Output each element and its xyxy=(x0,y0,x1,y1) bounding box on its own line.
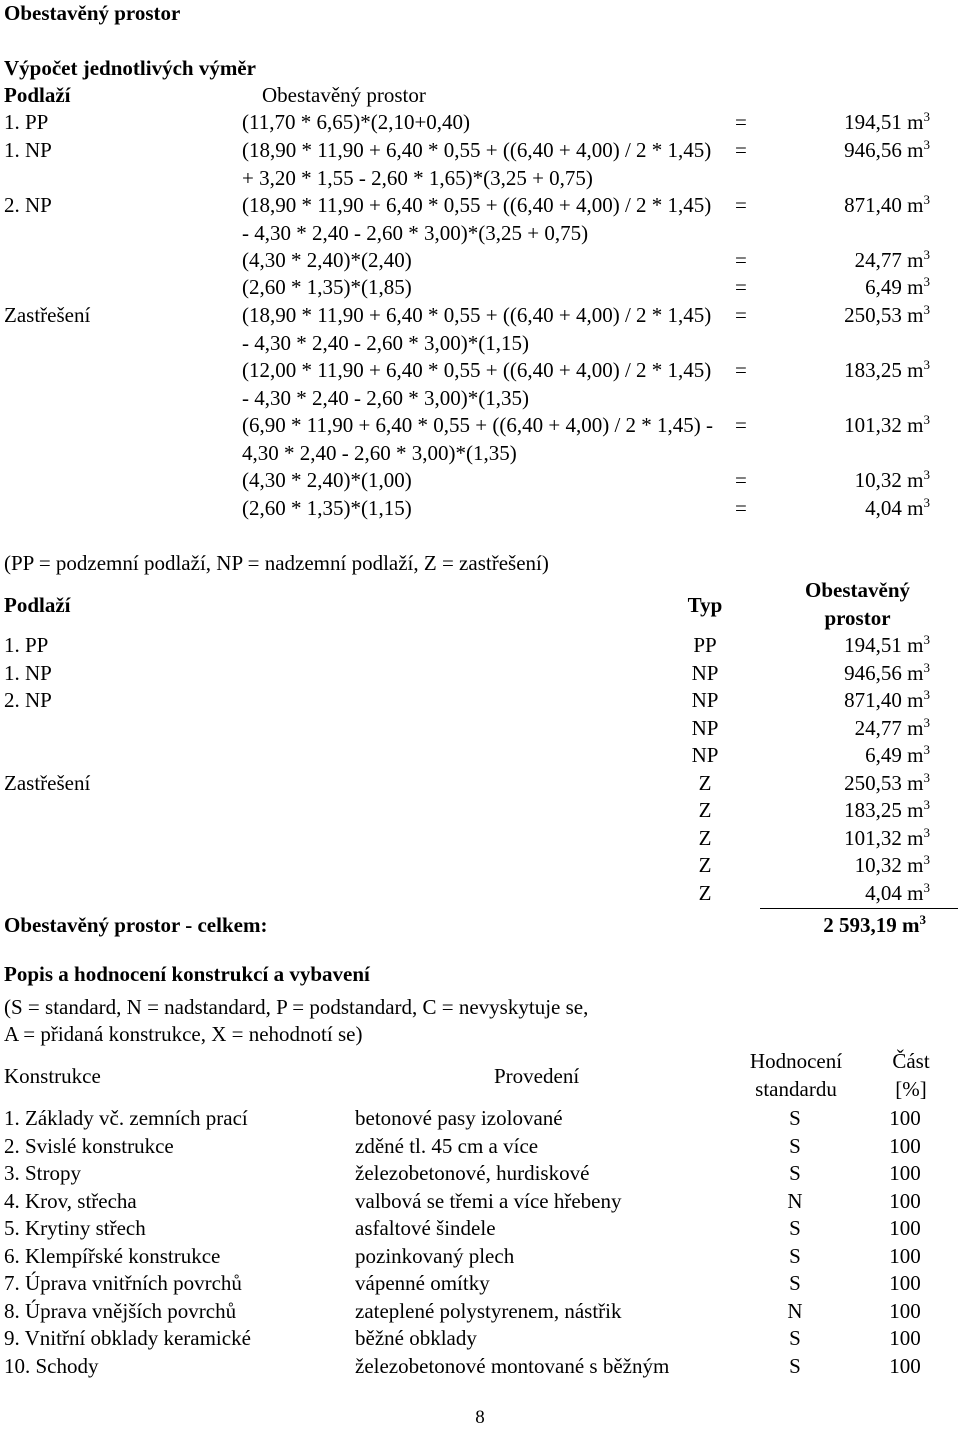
construction-name-cell: 1. Základy vč. zemních prací xyxy=(4,1106,248,1130)
calc-value-cell xyxy=(844,302,930,330)
summary-col-space-2: prostor xyxy=(824,606,891,630)
constructions-heading: Popis a hodnocení konstrukcí a vybavení xyxy=(4,962,370,986)
calc-value-cell-text: 871,40 m xyxy=(844,193,924,217)
summary-value-cell xyxy=(844,632,930,660)
calc-eq-cell: = xyxy=(735,110,747,134)
calc-value-cell-text: 4,04 m xyxy=(865,496,924,520)
calc-floor-cell: Zastřešení xyxy=(4,303,91,327)
summary-floor-cell: 2. NP xyxy=(4,688,52,712)
construction-part-cell: 100 xyxy=(889,1133,921,1158)
summary-value-cell-text: 946,56 m xyxy=(844,660,924,685)
summary-value-cell-sup: 3 xyxy=(923,797,930,812)
calc-value-cell-text: 250,53 m xyxy=(844,303,924,327)
summary-value-cell-sup: 3 xyxy=(923,852,930,867)
summary-value-cell-sup: 3 xyxy=(923,879,930,895)
construction-part-cell: 100 xyxy=(889,1271,921,1295)
summary-col-space-1: Obestavěný xyxy=(805,578,910,602)
calc-value-cell-text: 101,32 m xyxy=(844,413,924,437)
construction-name-cell: 5. Krytiny střech xyxy=(4,1216,146,1240)
construction-provedeni-cell: železobetonové, hurdiskové xyxy=(355,1161,590,1185)
construction-name-cell: 9. Vnitřní obklady keramické xyxy=(4,1326,251,1350)
calc-formula-cell: (2,60 * 1,35)*(1,85) xyxy=(242,275,412,299)
summary-value-cell xyxy=(844,770,930,798)
calc-col-space: Obestavěný prostor xyxy=(262,83,426,107)
calc-formula-cell: (11,70 * 6,65)*(2,10+0,40) xyxy=(242,110,471,134)
calc-eq-cell: = xyxy=(735,496,747,520)
summary-floor-cell: 1. PP xyxy=(4,633,49,657)
summary-value-cell-text: 183,25 m xyxy=(844,798,924,822)
summary-type-cell: NP xyxy=(691,688,719,712)
summary-type-cell: PP xyxy=(693,633,717,657)
construction-name-cell: 6. Klempířské konstrukce xyxy=(4,1243,221,1268)
summary-col-type: Typ xyxy=(687,593,723,617)
calc-value-cell-sup: 3 xyxy=(923,495,930,510)
summary-type-cell: NP xyxy=(691,743,719,767)
summary-type-cell: Z xyxy=(698,798,712,822)
construction-name-cell: 7. Úprava vnitřních povrchů xyxy=(4,1271,242,1295)
construction-part-cell: 100 xyxy=(889,1353,921,1378)
summary-value-cell-sup: 3 xyxy=(923,687,930,702)
calc-value-cell-sup: 3 xyxy=(923,247,930,262)
constructions-note-2: A = přidaná konstrukce, X = nehodnotí se) xyxy=(4,1022,363,1046)
construction-part-cell: 100 xyxy=(889,1216,921,1240)
summary-value-cell-text: 871,40 m xyxy=(844,688,924,712)
calc-eq-cell: = xyxy=(735,275,747,299)
summary-value-cell xyxy=(855,852,930,880)
calc-value-cell xyxy=(865,274,930,302)
construction-provedeni-cell: zateplené polystyrenem, nástřik xyxy=(355,1298,622,1323)
summary-type-cell: Z xyxy=(698,825,712,850)
calc-value-cell xyxy=(844,109,930,137)
constructions-note-1: (S = standard, N = nadstandard, P = podstandard, C = nevyskytuje se, xyxy=(4,995,589,1019)
calc-value-cell-text: 183,25 m xyxy=(844,358,924,382)
summary-value-cell-text: 4,04 m xyxy=(865,880,924,905)
construction-name-cell: 10. Schody xyxy=(4,1353,99,1378)
summary-type-cell: Z xyxy=(698,853,712,877)
constructions-col-eval-2: standardu xyxy=(755,1077,837,1101)
total-label: Obestavěný prostor - celkem: xyxy=(4,913,268,937)
summary-value-cell-text: 10,32 m xyxy=(854,853,924,877)
calc-formula-cell: (2,60 * 1,35)*(1,15) xyxy=(242,496,412,520)
construction-eval-cell: S xyxy=(789,1106,801,1130)
calc-heading: Výpočet jednotlivých výměr xyxy=(4,56,256,80)
summary-value-cell-sup: 3 xyxy=(923,824,930,840)
summary-value-cell xyxy=(844,825,930,853)
calc-formula-cell: (12,00 * 11,90 + 6,40 * 0,55 + ((6,40 + 4,00) / 2 * 1,45) - 4,30 * 2,40 - 2,60 * 3,00)*(1,35) xyxy=(242,358,712,410)
construction-eval-cell: S xyxy=(789,1161,801,1185)
calc-value-cell-sup: 3 xyxy=(923,192,930,207)
summary-type-cell: NP xyxy=(691,715,719,740)
construction-part-cell: 100 xyxy=(889,1188,921,1213)
construction-provedeni-cell: běžné obklady xyxy=(355,1326,477,1350)
construction-provedeni-cell: pozinkovaný plech xyxy=(355,1243,515,1268)
calc-value-cell xyxy=(865,495,930,523)
calc-value-cell-text: 946,56 m xyxy=(844,138,924,162)
summary-value-cell-text: 101,32 m xyxy=(844,825,924,850)
calc-eq-cell: = xyxy=(735,193,747,217)
page-title: Obestavěný prostor xyxy=(4,1,181,25)
construction-eval-cell: S xyxy=(789,1271,801,1295)
total-divider xyxy=(760,908,958,909)
calc-col-floor: Podlaží xyxy=(4,83,71,107)
page-number: 8 xyxy=(475,1407,485,1428)
constructions-col-eval-1: Hodnocení xyxy=(749,1049,843,1073)
constructions-col-prov: Provedení xyxy=(494,1064,580,1088)
summary-value-cell xyxy=(844,797,930,825)
summary-type-cell: NP xyxy=(691,660,719,685)
calc-floor-cell: 2. NP xyxy=(4,193,52,217)
summary-value-cell-sup: 3 xyxy=(923,632,930,647)
summary-value-cell-text: 24,77 m xyxy=(854,715,924,740)
summary-value-cell-text: 194,51 m xyxy=(844,633,924,657)
calc-formula-cell: (4,30 * 2,40)*(2,40) xyxy=(242,248,412,272)
construction-eval-cell: S xyxy=(789,1133,801,1158)
calc-eq-cell: = xyxy=(735,138,747,162)
calc-value-cell-text: 10,32 m xyxy=(854,468,924,492)
summary-value-cell xyxy=(844,687,930,715)
calc-value-cell-sup: 3 xyxy=(923,357,930,372)
construction-provedeni-cell: vápenné omítky xyxy=(355,1271,490,1295)
calc-value-cell-sup: 3 xyxy=(923,302,930,317)
construction-eval-cell: S xyxy=(789,1353,801,1378)
construction-part-cell: 100 xyxy=(889,1326,921,1350)
construction-part-cell: 100 xyxy=(889,1161,921,1185)
calc-eq-cell: = xyxy=(735,468,747,492)
summary-floor-cell: 1. NP xyxy=(4,660,52,685)
construction-provedeni-cell: valbová se třemi a více hřebeny xyxy=(355,1188,622,1213)
calc-formula-cell: (18,90 * 11,90 + 6,40 * 0,55 + ((6,40 + 4,00) / 2 * 1,45) + 3,20 * 1,55 - 2,60 * 1,65)*(3,25 + 0,75) xyxy=(242,138,712,190)
summary-value-cell xyxy=(865,742,930,770)
constructions-col-name: Konstrukce xyxy=(4,1064,101,1088)
constructions-col-part-2: [%] xyxy=(895,1077,927,1101)
summary-type-cell: Z xyxy=(698,880,712,905)
summary-value-cell xyxy=(855,715,930,743)
total-value: 2 593,19 $m^3$ xyxy=(823,912,926,937)
calc-value-cell xyxy=(844,192,930,220)
calc-value-cell xyxy=(855,467,930,495)
construction-eval-cell: S xyxy=(789,1326,801,1350)
summary-value-cell-text: 250,53 m xyxy=(844,770,924,795)
calc-formula-cell: (6,90 * 11,90 + 6,40 * 0,55 + ((6,40 + 4,00) / 2 * 1,45) - 4,30 * 2,40 - 2,60 * 3,00)*(1,35) xyxy=(242,413,714,465)
calc-value-cell-text: 24,77 m xyxy=(854,248,924,272)
construction-part-cell: 100 xyxy=(889,1106,921,1130)
summary-col-floor: Podlaží xyxy=(4,593,71,617)
summary-value-cell xyxy=(844,660,930,688)
calc-value-cell xyxy=(855,247,930,275)
construction-eval-cell: N xyxy=(787,1188,803,1213)
construction-name-cell: 4. Krov, střecha xyxy=(4,1188,137,1213)
construction-eval-cell: S xyxy=(789,1243,801,1268)
summary-value-cell-sup: 3 xyxy=(923,742,930,757)
calc-formula-cell: (18,90 * 11,90 + 6,40 * 0,55 + ((6,40 + 4,00) / 2 * 1,45) - 4,30 * 2,40 - 2,60 * 3,00)*(1,15) xyxy=(242,303,712,355)
summary-type-cell: Z xyxy=(698,770,712,795)
calc-value-cell xyxy=(844,137,930,165)
calc-formula-cell: (18,90 * 11,90 + 6,40 * 0,55 + ((6,40 + 4,00) / 2 * 1,45) - 4,30 * 2,40 - 2,60 * 3,00)*(3,25 + 0,75) xyxy=(242,193,712,245)
calc-value-cell-sup: 3 xyxy=(923,274,930,289)
construction-name-cell: 3. Stropy xyxy=(4,1161,82,1185)
calc-value-cell-sup: 3 xyxy=(923,137,930,152)
calc-formula-cell: (4,30 * 2,40)*(1,00) xyxy=(242,468,412,492)
construction-eval-cell: N xyxy=(787,1298,803,1323)
calc-eq-cell: = xyxy=(735,413,747,437)
construction-part-cell: 100 xyxy=(889,1298,921,1323)
construction-provedeni-cell: betonové pasy izolované xyxy=(355,1106,563,1130)
construction-name-cell: 2. Svislé konstrukce xyxy=(4,1133,174,1158)
summary-value-cell-sup: 3 xyxy=(923,769,930,785)
summary-value-cell-text: 6,49 m xyxy=(865,743,924,767)
legend-note: (PP = podzemní podlaží, NP = nadzemní podlaží, Z = zastřešení) xyxy=(4,551,549,575)
calc-value-cell xyxy=(844,412,930,440)
calc-floor-cell: 1. PP xyxy=(4,110,49,134)
calc-eq-cell: = xyxy=(735,303,747,327)
summary-floor-cell: Zastřešení xyxy=(4,770,91,795)
constructions-col-part-1: Část xyxy=(892,1049,930,1073)
construction-provedeni-cell: asfaltové šindele xyxy=(355,1216,496,1240)
calc-value-cell-sup: 3 xyxy=(923,467,930,482)
calc-value-cell xyxy=(844,357,930,385)
summary-value-cell xyxy=(865,880,930,908)
construction-part-cell: 100 xyxy=(889,1243,921,1268)
construction-eval-cell: S xyxy=(789,1216,801,1240)
calc-value-cell-sup: 3 xyxy=(923,109,930,124)
calc-value-cell-text: 194,51 m xyxy=(844,110,924,134)
calc-value-cell-sup: 3 xyxy=(923,412,930,427)
summary-value-cell-sup: 3 xyxy=(923,714,930,730)
construction-provedeni-cell: železobetonové montované s běžným xyxy=(355,1353,670,1378)
construction-provedeni-cell: zděné tl. 45 cm a více xyxy=(355,1133,539,1158)
calc-eq-cell: = xyxy=(735,358,747,382)
calc-eq-cell: = xyxy=(735,248,747,272)
summary-value-cell-sup: 3 xyxy=(923,659,930,675)
construction-name-cell: 8. Úprava vnějších povrchů xyxy=(4,1298,237,1323)
calc-value-cell-text: 6,49 m xyxy=(865,275,924,299)
calc-floor-cell: 1. NP xyxy=(4,138,52,162)
